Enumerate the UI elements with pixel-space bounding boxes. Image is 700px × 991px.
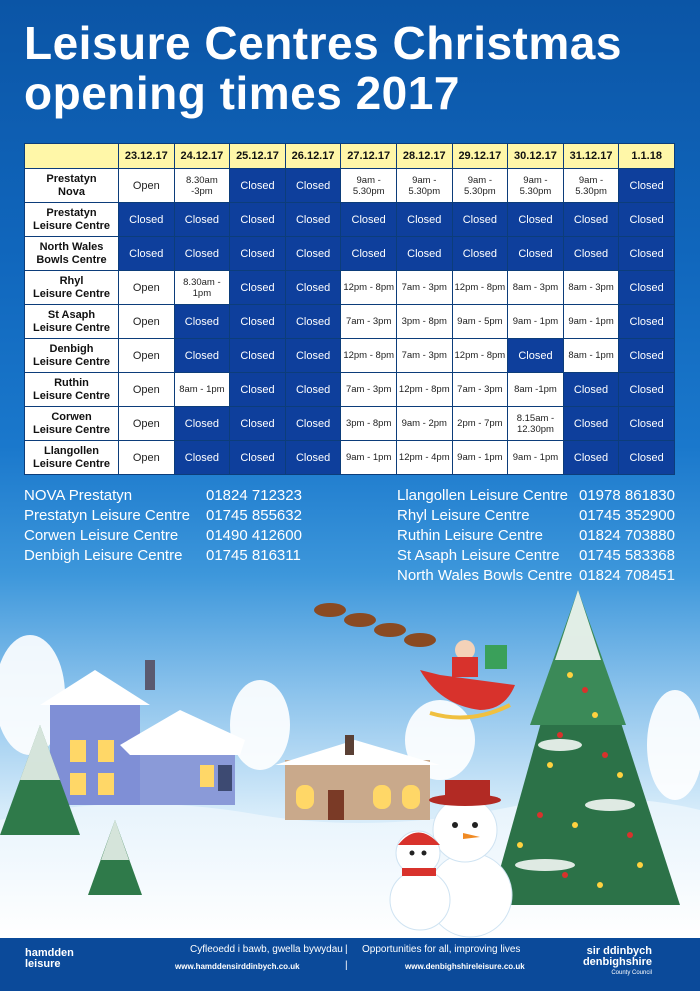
centre-name-line-1: Prestatyn: [46, 206, 97, 219]
contact-row: [397, 546, 675, 566]
centre-name-line-1: Llangollen: [44, 444, 99, 457]
centre-name-line-2: Leisure Centre: [32, 321, 111, 334]
schedule-cell: Closed: [230, 203, 286, 237]
schedule-cell: 8.30am -3pm: [174, 169, 230, 203]
tagline-english: Opportunities for all, improving lives: [362, 944, 521, 955]
schedule-cell: Closed: [452, 237, 508, 271]
contact-phone: 01745 816311: [206, 547, 301, 564]
date-header: 26.12.17: [285, 144, 341, 169]
schedule-cell: Closed: [285, 441, 341, 475]
schedule-cell: Open: [119, 271, 175, 305]
url-separator: |: [345, 960, 348, 971]
schedule-cell: 8am -1pm: [508, 373, 564, 407]
contact-row: [397, 486, 675, 506]
schedule-cell: 8am - 3pm: [508, 271, 564, 305]
schedule-cell: 12pm - 4pm: [396, 441, 452, 475]
schedule-cell: 7am - 3pm: [341, 305, 397, 339]
date-header: 30.12.17: [508, 144, 564, 169]
schedule-cell: Closed: [619, 407, 675, 441]
schedule-cell: 8am - 3pm: [563, 271, 619, 305]
centre-row: [25, 237, 675, 271]
opening-times-table: [24, 143, 675, 475]
schedule-cell: Closed: [285, 407, 341, 441]
centre-row: [25, 305, 675, 339]
schedule-cell: 9am - 2pm: [396, 407, 452, 441]
schedule-cell: Closed: [230, 169, 286, 203]
schedule-cell: Closed: [563, 373, 619, 407]
contact-phone: 01978 861830: [579, 487, 675, 504]
date-header: 23.12.17: [119, 144, 175, 169]
centre-row: [25, 169, 675, 203]
schedule-cell: Closed: [174, 441, 230, 475]
left-house: [40, 660, 245, 805]
url-english-link[interactable]: www.denbighshireleisure.co.uk: [405, 962, 525, 971]
centre-name-line-2: Leisure Centre: [32, 355, 111, 368]
schedule-cell: 7am - 3pm: [341, 373, 397, 407]
schedule-cell: Closed: [508, 237, 564, 271]
contact-row: [24, 506, 302, 526]
contact-row: [397, 526, 675, 546]
contact-name: Prestatyn Leisure Centre: [24, 507, 190, 524]
schedule-cell: 8am - 1pm: [174, 373, 230, 407]
schedule-cell: Closed: [285, 271, 341, 305]
contact-name: Llangollen Leisure Centre: [397, 487, 568, 504]
centre-name-line-2: Leisure Centre: [32, 287, 111, 300]
schedule-cell: Closed: [285, 169, 341, 203]
schedule-cell: 9am - 5.30pm: [452, 169, 508, 203]
centre-name-cell: [25, 441, 119, 475]
tagline-separator: |: [345, 944, 348, 955]
contact-row: [24, 546, 302, 566]
schedule-cell: 8.15am - 12.30pm: [508, 407, 564, 441]
schedule-cell: 8.30am - 1pm: [174, 271, 230, 305]
schedule-cell: Closed: [563, 441, 619, 475]
centre-name-cell: [25, 407, 119, 441]
contacts-right: [397, 486, 675, 586]
poster-title: [24, 18, 684, 118]
schedule-cell: Closed: [119, 237, 175, 271]
schedule-cell: Closed: [619, 441, 675, 475]
centre-row: [25, 203, 675, 237]
schedule-cell: Closed: [174, 237, 230, 271]
schedule-cell: 12pm - 8pm: [341, 339, 397, 373]
contacts-left: [24, 486, 302, 566]
schedule-cell: Closed: [230, 407, 286, 441]
schedule-cell: Closed: [396, 203, 452, 237]
schedule-cell: Closed: [619, 237, 675, 271]
url-welsh-link[interactable]: www.hamddensirddinbych.co.uk: [175, 962, 300, 971]
date-header: 24.12.17: [174, 144, 230, 169]
centre-name-line-2: Leisure Centre: [32, 389, 111, 402]
schedule-cell: 9am - 1pm: [563, 305, 619, 339]
centre-name-line-2: Bowls Centre: [36, 253, 107, 266]
schedule-cell: 9am - 5.30pm: [396, 169, 452, 203]
date-header: 1.1.18: [619, 144, 675, 169]
centre-name-line-2: Nova: [58, 185, 85, 198]
schedule-cell: 3pm - 8pm: [341, 407, 397, 441]
schedule-cell: 3pm - 8pm: [396, 305, 452, 339]
centre-name-cell: [25, 237, 119, 271]
schedule-cell: Closed: [174, 203, 230, 237]
contact-name: Rhyl Leisure Centre: [397, 507, 530, 524]
schedule-cell: 9am - 1pm: [452, 441, 508, 475]
centre-name-line-1: Denbigh: [49, 342, 94, 355]
winter-scene-illustration: [0, 575, 700, 938]
centre-name-line-2: Leisure Centre: [32, 457, 111, 470]
schedule-cell: 12pm - 8pm: [396, 373, 452, 407]
date-header: 29.12.17: [452, 144, 508, 169]
centre-name-cell: [25, 271, 119, 305]
date-header: 28.12.17: [396, 144, 452, 169]
contact-name: Ruthin Leisure Centre: [397, 527, 543, 544]
centre-name-line-1: North Wales: [39, 240, 104, 253]
schedule-cell: Closed: [341, 237, 397, 271]
schedule-cell: Closed: [119, 203, 175, 237]
schedule-cell: 9am - 5.30pm: [563, 169, 619, 203]
centre-row: [25, 441, 675, 475]
schedule-cell: Closed: [174, 407, 230, 441]
schedule-cell: 7am - 3pm: [396, 271, 452, 305]
centre-name-line-1: Ruthin: [54, 376, 89, 389]
footer-bar: [0, 938, 700, 991]
santa-sleigh: [314, 603, 515, 718]
schedule-cell: Closed: [619, 203, 675, 237]
centre-name-line-2: Leisure Centre: [32, 219, 111, 232]
contact-phone: 01745 855632: [206, 507, 302, 524]
schedule-cell: 9am - 5.30pm: [508, 169, 564, 203]
centre-row: [25, 373, 675, 407]
contact-phone: 01824 712323: [206, 487, 302, 504]
schedule-cell: Closed: [563, 203, 619, 237]
schedule-cell: Closed: [508, 203, 564, 237]
centre-name-cell: [25, 305, 119, 339]
schedule-cell: 12pm - 8pm: [452, 271, 508, 305]
schedule-cell: Open: [119, 339, 175, 373]
schedule-cell: 8am - 1pm: [563, 339, 619, 373]
schedule-cell: Open: [119, 305, 175, 339]
schedule-cell: 9am - 5pm: [452, 305, 508, 339]
schedule-cell: 9am - 1pm: [508, 305, 564, 339]
contact-name: Corwen Leisure Centre: [24, 527, 179, 544]
schedule-cell: 7am - 3pm: [396, 339, 452, 373]
schedule-cell: Closed: [285, 203, 341, 237]
schedule-cell: Closed: [230, 339, 286, 373]
contact-phone: 01490 412600: [206, 527, 302, 544]
contact-row: [397, 506, 675, 526]
schedule-cell: Closed: [230, 305, 286, 339]
schedule-cell: Open: [119, 373, 175, 407]
schedule-cell: Closed: [619, 305, 675, 339]
date-header: 27.12.17: [341, 144, 397, 169]
schedule-cell: 7am - 3pm: [452, 373, 508, 407]
contact-row: [24, 526, 302, 546]
schedule-body: [25, 169, 675, 475]
contact-name: St Asaph Leisure Centre: [397, 547, 560, 564]
schedule-cell: Closed: [619, 169, 675, 203]
centre-name-cell: [25, 203, 119, 237]
tagline-welsh: Cyfleoedd i bawb, gwella bywydau: [190, 944, 343, 955]
date-header: 25.12.17: [230, 144, 286, 169]
contact-name: NOVA Prestatyn: [24, 487, 133, 504]
centre-name-line-2: Leisure Centre: [32, 423, 111, 436]
schedule-cell: Closed: [619, 339, 675, 373]
schedule-cell: Closed: [230, 237, 286, 271]
schedule-cell: Open: [119, 441, 175, 475]
contact-phone: 01824 703880: [579, 527, 675, 544]
schedule-cell: Closed: [619, 271, 675, 305]
schedule-cell: 12pm - 8pm: [341, 271, 397, 305]
centre-name-cell: [25, 373, 119, 407]
schedule-cell: Closed: [174, 339, 230, 373]
contact-name: North Wales Bowls Centre: [397, 567, 573, 584]
schedule-cell: Closed: [174, 305, 230, 339]
centre-name-cell: [25, 169, 119, 203]
title-line-1: Leisure Centres Christmas: [24, 17, 622, 69]
schedule-cell: Closed: [285, 305, 341, 339]
schedule-cell: Closed: [396, 237, 452, 271]
centre-name-cell: [25, 339, 119, 373]
centre-row: [25, 407, 675, 441]
schedule-cell: Closed: [285, 339, 341, 373]
schedule-cell: Closed: [341, 203, 397, 237]
contact-phone: 01745 583368: [579, 547, 675, 564]
denbighshire-logo: sir ddinbych denbighshire County Council: [582, 945, 652, 976]
corner-cell: [25, 144, 119, 169]
date-header: 31.12.17: [563, 144, 619, 169]
schedule-cell: Closed: [230, 373, 286, 407]
schedule-cell: 9am - 1pm: [341, 441, 397, 475]
schedule-cell: Closed: [285, 237, 341, 271]
schedule-cell: 12pm - 8pm: [452, 339, 508, 373]
schedule-cell: Open: [119, 169, 175, 203]
contact-phone: 01745 352900: [579, 507, 675, 524]
schedule-cell: 2pm - 7pm: [452, 407, 508, 441]
schedule-cell: Open: [119, 407, 175, 441]
centre-row: [25, 271, 675, 305]
centre-row: [25, 339, 675, 373]
schedule-cell: Closed: [563, 407, 619, 441]
title-line-2: opening times 2017: [24, 67, 460, 119]
schedule-cell: Closed: [285, 373, 341, 407]
schedule-cell: 9am - 1pm: [508, 441, 564, 475]
centre-name-line-1: Rhyl: [59, 274, 84, 287]
centre-name-line-1: Corwen: [51, 410, 92, 423]
schedule-cell: Closed: [619, 373, 675, 407]
contact-row: [24, 486, 302, 506]
schedule-cell: Closed: [563, 237, 619, 271]
centre-name-line-1: St Asaph: [47, 308, 96, 321]
centre-name-line-1: Prestatyn: [46, 172, 97, 185]
schedule-cell: Closed: [508, 339, 564, 373]
contact-phone: 01824 708451: [579, 567, 675, 584]
hamdden-leisure-logo: hamdden leisure: [25, 947, 74, 970]
schedule-cell: 9am - 5.30pm: [341, 169, 397, 203]
date-header-row: [25, 144, 675, 169]
schedule-cell: Closed: [230, 441, 286, 475]
schedule-cell: Closed: [230, 271, 286, 305]
contact-name: Denbigh Leisure Centre: [24, 547, 183, 564]
schedule-cell: Closed: [452, 203, 508, 237]
